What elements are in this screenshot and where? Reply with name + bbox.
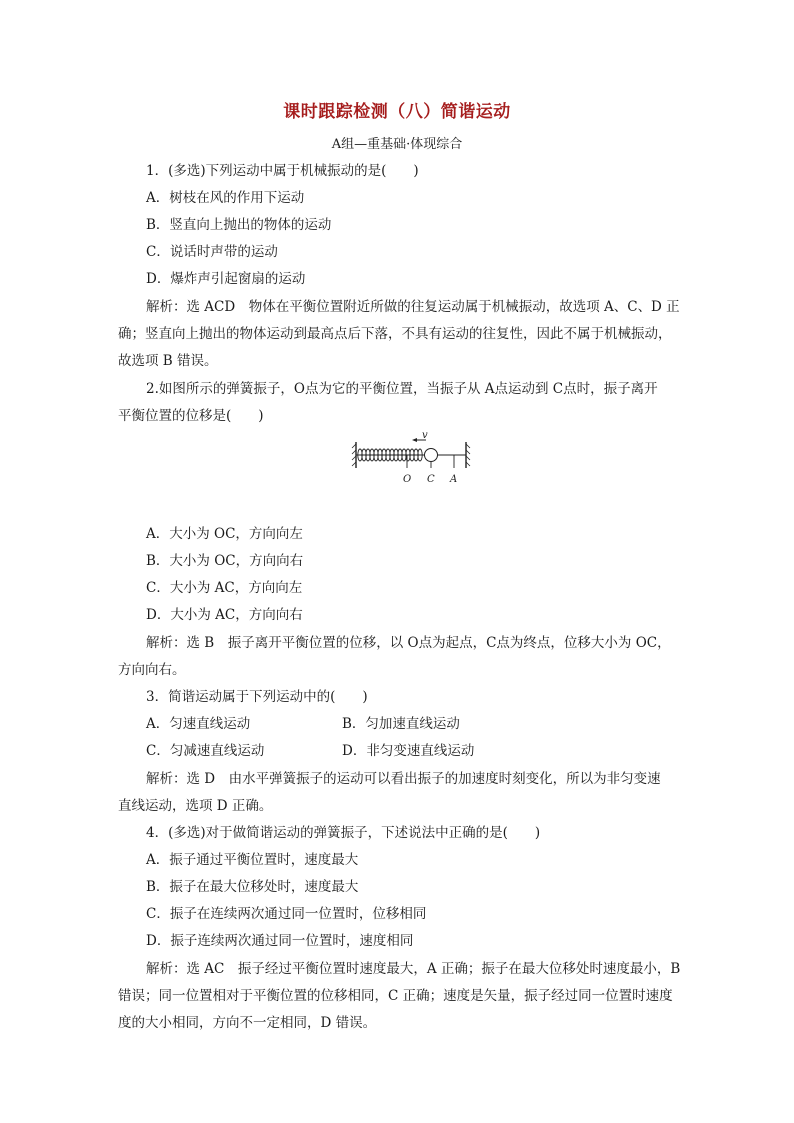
- spring-oscillator-diagram: [346, 430, 476, 492]
- q2-stem-line-1: 2.如图所示的弹簧振子，O点为它的平衡位置，当振子从 A点运动到 C点时，振子离开: [146, 381, 658, 397]
- q4-stem: 4．(多选)对于做简谐运动的弹簧振子，下述说法中正确的是( ): [146, 825, 541, 841]
- q4-option-c: C．振子在连续两次通过同一位置时，位移相同: [146, 906, 427, 922]
- q1-analysis-line-3: 故选项 B 错误。: [118, 353, 218, 369]
- q3-option-a: A．匀速直线运动: [146, 716, 251, 732]
- q2-option-d: D．大小为 AC，方向向右: [146, 607, 303, 623]
- q4-option-b: B．振子在最大位移处时，速度最大: [146, 879, 359, 895]
- q1-option-a: A．树枝在风的作用下运动: [146, 190, 305, 206]
- q3-stem: 3．简谐运动属于下列运动中的( ): [146, 689, 368, 705]
- q4-analysis-line-1: 解析：选 AC 振子经过平衡位置时速度最大，A 正确；振子在最大位移处时速度最小，B: [146, 961, 681, 977]
- q1-stem: 1．(多选)下列运动中属于机械振动的是( ): [146, 163, 419, 179]
- q3-option-b: B．匀加速直线运动: [342, 716, 460, 732]
- q1-option-d: D．爆炸声引起窗扇的运动: [146, 271, 306, 287]
- section-subtitle: A组—重基础·体现综合: [331, 137, 463, 152]
- q4-option-a: A．振子通过平衡位置时，速度最大: [146, 852, 359, 868]
- q1-option-c: C．说话时声带的运动: [146, 244, 278, 260]
- q1-option-b: B．竖直向上抛出的物体的运动: [146, 217, 332, 233]
- q3-analysis-line-1: 解析：选 D 由水平弹簧振子的运动可以看出振子的加速度时刻变化，所以为非匀变速: [146, 771, 661, 787]
- q4-analysis-line-3: 度的大小相同，方向不一定相同，D 错误。: [118, 1015, 377, 1031]
- label-o: O: [403, 474, 412, 485]
- label-a: A: [450, 474, 458, 485]
- label-v: v: [422, 430, 428, 441]
- page-title: 课时跟踪检测（八）简谐运动: [283, 102, 511, 122]
- q2-stem-line-2: 平衡位置的位移是( ): [118, 408, 264, 424]
- q4-option-d: D．振子连续两次通过同一位置时，速度相同: [146, 933, 414, 949]
- q3-option-c: C．匀减速直线运动: [146, 743, 265, 759]
- oscillator-ball: [425, 449, 438, 462]
- q1-analysis-line-1: 解析：选 ACD 物体在平衡位置附近所做的往复运动属于机械振动，故选项 A、C、D 正: [146, 299, 680, 315]
- label-c: C: [427, 474, 435, 485]
- q2-option-c: C．大小为 AC，方向向左: [146, 580, 303, 596]
- q1-analysis-line-2: 确；竖直向上抛出的物体运动到最高点后下落，不具有运动的往复性，因此不属于机械振动，: [118, 326, 672, 342]
- q4-analysis-line-2: 错误；同一位置相对于平衡位置的位移相同，C 正确；速度是矢量，振子经过同一位置时速度: [118, 988, 673, 1004]
- q3-analysis-line-2: 直线运动，选项 D 正确。: [118, 798, 273, 814]
- q3-option-d: D．非匀变速直线运动: [342, 743, 475, 759]
- q2-analysis-line-1: 解析：选 B 振子离开平衡位置的位移，以 O点为起点，C点为终点，位移大小为 OC，: [146, 635, 671, 651]
- q2-option-a: A．大小为 OC，方向向左: [146, 526, 303, 542]
- q2-analysis-line-2: 方向向右。: [118, 662, 186, 678]
- q2-option-b: B．大小为 OC，方向向右: [146, 553, 304, 569]
